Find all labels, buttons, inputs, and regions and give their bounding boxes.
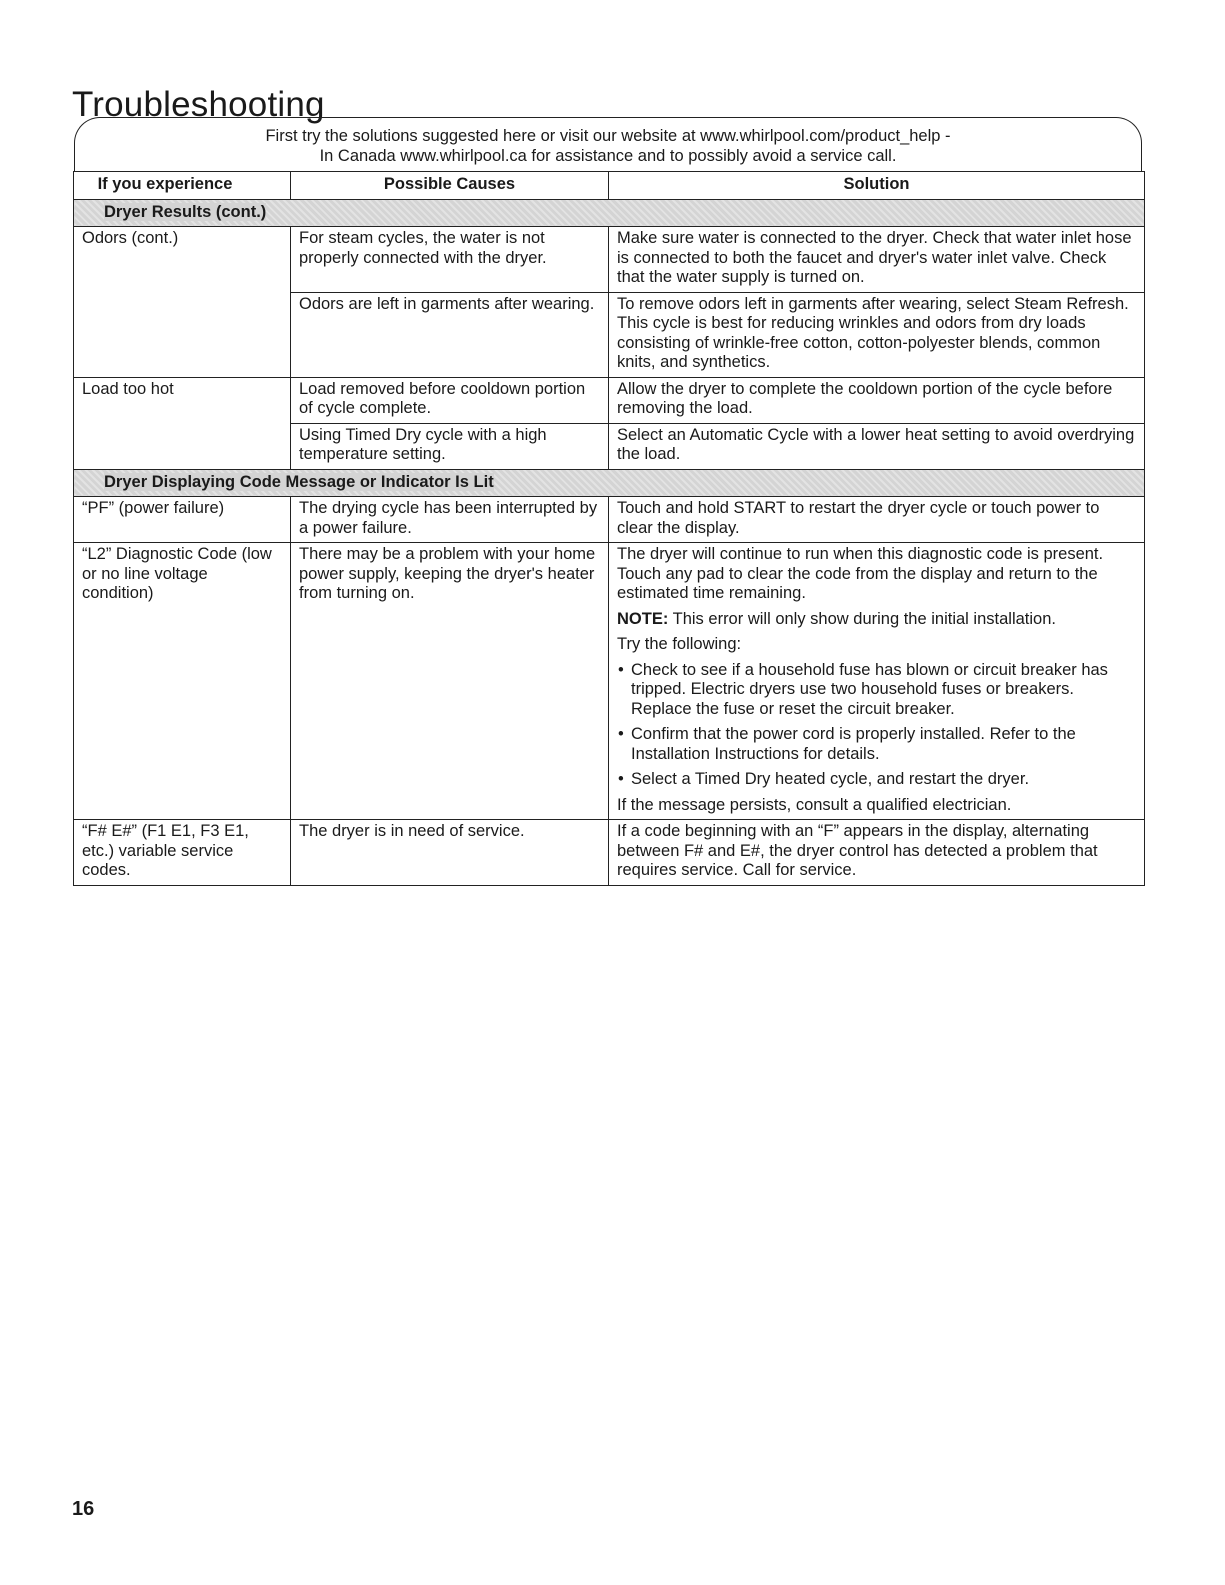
solution-cell: Allow the dryer to complete the cooldown portion of the cycle before removing the load.	[609, 377, 1145, 423]
problem-cell: Load too hot	[74, 377, 291, 469]
solution-cell: Select an Automatic Cycle with a lower heat setting to avoid overdrying the load.	[609, 423, 1145, 469]
intro-line-1: First try the solutions suggested here or visit our website at www.whirlpool.com/product_help -	[265, 127, 951, 145]
cause-cell: Odors are left in garments after wearing.	[291, 292, 609, 377]
list-item: • Check to see if a household fuse has blown or circuit breaker has tripped. Electric dryers use two household fuses or breakers. Replace the fuse or reset the circuit breaker.	[617, 661, 1136, 720]
solution-cell: To remove odors left in garments after wearing, select Steam Refresh. This cycle is best for reducing wrinkles and odors from dry loads consisting of wrinkle-free cotton, cotton-polyester blends, common knits, and synthetics.	[609, 292, 1145, 377]
solution-cell	[609, 543, 1145, 820]
cause-cell: Load removed before cooldown portion of cycle complete.	[291, 377, 609, 423]
header-row	[74, 172, 1145, 200]
list-item: • Select a Timed Dry heated cycle, and restart the dryer.	[617, 770, 1136, 790]
solution-intro: The dryer will continue to run when this diagnostic code is present. Touch any pad to clear the code from the display and return to the estimated time remaining.	[617, 545, 1104, 602]
header-solution: Solution	[609, 172, 1145, 200]
cause-cell: The drying cycle has been interrupted by a power failure.	[291, 497, 609, 543]
problem-cell: “L2” Diagnostic Code (low or no line voltage condition)	[74, 543, 291, 820]
cause-cell: Using Timed Dry cycle with a high temperature setting.	[291, 423, 609, 469]
solution-cell: Touch and hold START to restart the dryer cycle or touch power to clear the display.	[609, 497, 1145, 543]
cause-cell: There may be a problem with your home power supply, keeping the dryer's heater from turning on.	[291, 543, 609, 820]
header-causes: Possible Causes	[291, 172, 609, 200]
closing-text: If the message persists, consult a qualified electrician.	[617, 795, 1012, 814]
cause-cell: For steam cycles, the water is not properly connected with the dryer.	[291, 227, 609, 293]
solution-cell: Make sure water is connected to the dryer. Check that water inlet hose is connected to both the faucet and dryer's water inlet valve. Check that the water supply is turned on.	[609, 227, 1145, 293]
section-title: Dryer Results (cont.)	[104, 202, 267, 221]
page-number: 16	[72, 1498, 95, 1520]
section-header-dryer-results	[74, 199, 1145, 227]
troubleshooting-table	[73, 171, 1145, 886]
table-row	[74, 497, 1145, 543]
intro-line-2: In Canada www.whirlpool.ca for assistance and to possibly avoid a service call.	[319, 147, 897, 165]
page-title: Troubleshooting	[72, 85, 325, 125]
table-row	[74, 227, 1145, 293]
table-row	[74, 543, 1145, 820]
cause-cell: The dryer is in need of service.	[291, 820, 609, 886]
bullet-list	[617, 661, 1136, 790]
try-text: Try the following:	[617, 635, 742, 653]
note-text: This error will only show during the initial installation.	[672, 609, 1056, 628]
note-line	[617, 610, 1136, 630]
problem-cell: “PF” (power failure)	[74, 497, 291, 543]
problem-cell: Odors (cont.)	[74, 227, 291, 378]
intro-box	[74, 117, 1142, 171]
problem-cell: “F# E#” (F1 E1, F3 E1, etc.) variable service codes.	[74, 820, 291, 886]
table-row	[74, 820, 1145, 886]
note-label: NOTE:	[617, 609, 669, 628]
section-header-code-message	[74, 469, 1145, 497]
solution-cell: If a code beginning with an “F” appears in the display, alternating between F# and E#, the dryer control has detected a problem that requires service. Call for service.	[609, 820, 1145, 886]
header-experience: If you experience	[74, 172, 291, 200]
list-item: • Confirm that the power cord is properly installed. Refer to the Installation Instructions for details.	[617, 725, 1136, 764]
table-row	[74, 377, 1145, 423]
section-title: Dryer Displaying Code Message or Indicator Is Lit	[104, 472, 494, 491]
